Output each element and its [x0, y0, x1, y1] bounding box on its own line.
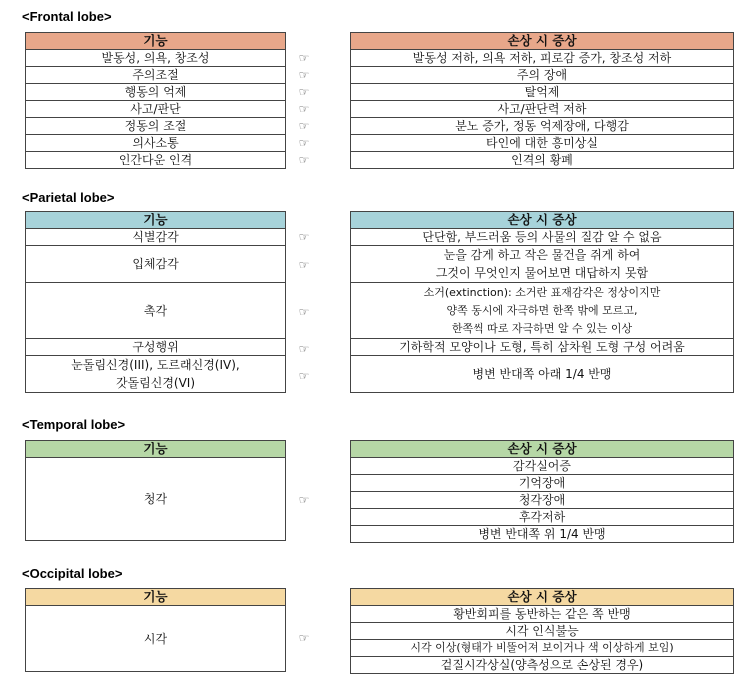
- temporal-function-cell: 청각: [26, 458, 286, 541]
- occipital-symptom-cell: 시각 이상(형태가 비뚤어져 보이거나 색 이상하게 보임): [351, 640, 734, 657]
- parietal-function-table: [25, 211, 286, 393]
- pointing-hand-icon: ☞: [298, 85, 310, 99]
- frontal-function-cell: 사고/판단: [26, 101, 286, 118]
- parietal-function-cell: [26, 356, 286, 393]
- pointing-hand-icon: ☞: [298, 258, 310, 272]
- pointing-hand-icon: ☞: [298, 51, 310, 65]
- pointing-hand-icon: ☞: [298, 119, 310, 133]
- frontal-lobe-title: <Frontal lobe>: [22, 9, 112, 24]
- parietal-symptom-header: 손상 시 증상: [351, 212, 734, 229]
- temporal-symptom-table: [350, 440, 734, 543]
- parietal-symptom-cell: [351, 246, 734, 283]
- occipital-function-table: [25, 588, 286, 672]
- pointing-hand-icon: ☞: [298, 68, 310, 82]
- frontal-symptom-cell: 인격의 황폐: [351, 152, 734, 169]
- parietal-lobe-title: <Parietal lobe>: [22, 190, 115, 205]
- temporal-symptom-header: 손상 시 증상: [351, 441, 734, 458]
- parietal-symptom-cell: 병변 반대쪽 아래 1/4 반맹: [351, 356, 734, 393]
- temporal-symptom-cell: 기억장애: [351, 475, 734, 492]
- parietal-function-header: 기능: [26, 212, 286, 229]
- occipital-symptom-cell: 시각 인식불능: [351, 623, 734, 640]
- frontal-symptom-cell: 발동성 저하, 의욕 저하, 피로감 증가, 창조성 저하: [351, 50, 734, 67]
- parietal-symptom-line: 소거(extinction): 소거란 표재감각은 정상이지만: [423, 285, 661, 299]
- frontal-function-header: 기능: [26, 33, 286, 50]
- frontal-symptom-cell: 타인에 대한 흥미상실: [351, 135, 734, 152]
- temporal-function-table: [25, 440, 286, 541]
- parietal-function-cell: 식별감각: [26, 229, 286, 246]
- pointing-hand-icon: ☞: [298, 493, 310, 507]
- occipital-symptom-header: 손상 시 증상: [351, 589, 734, 606]
- parietal-function-line: 갓돌림신경(VI): [115, 376, 196, 390]
- occipital-symptom-table: [350, 588, 734, 674]
- frontal-function-cell: 의사소통: [26, 135, 286, 152]
- frontal-function-cell: 발동성, 의욕, 창조성: [26, 50, 286, 67]
- parietal-function-cell: 구성행위: [26, 339, 286, 356]
- frontal-function-cell: 주의조절: [26, 67, 286, 84]
- pointing-hand-icon: ☞: [298, 631, 310, 645]
- occipital-function-header: 기능: [26, 589, 286, 606]
- occipital-symptom-cell: 황반회피를 동반하는 같은 쪽 반맹: [351, 606, 734, 623]
- frontal-symptom-table: [350, 32, 734, 169]
- temporal-symptom-cell: 후각저하: [351, 509, 734, 526]
- frontal-symptom-cell: 사고/판단력 저하: [351, 101, 734, 118]
- parietal-symptom-line: 그것이 무엇인지 물어보면 대답하지 못함: [435, 266, 649, 280]
- pointing-hand-icon: ☞: [298, 136, 310, 150]
- pointing-hand-icon: ☞: [298, 342, 310, 356]
- pointing-hand-icon: ☞: [298, 153, 310, 167]
- parietal-symptom-cell: [351, 283, 734, 339]
- parietal-symptom-cell: 기하학적 모양이나 도형, 특히 삼차원 도형 구성 어려움: [351, 339, 734, 356]
- occipital-function-cell: 시각: [26, 606, 286, 672]
- pointing-hand-icon: ☞: [298, 305, 310, 319]
- temporal-lobe-title: <Temporal lobe>: [22, 417, 126, 432]
- occipital-symptom-cell: 겉질시각상실(양측성으로 손상된 경우): [351, 657, 734, 674]
- occipital-lobe-title: <Occipital lobe>: [22, 566, 123, 581]
- temporal-symptom-cell: 감각실어증: [351, 458, 734, 475]
- parietal-symptom-line: 눈을 감게 하고 작은 물건을 쥐게 하여: [443, 248, 641, 262]
- frontal-symptom-cell: 탈억제: [351, 84, 734, 101]
- temporal-symptom-cell: 청각장애: [351, 492, 734, 509]
- pointing-hand-icon: ☞: [298, 102, 310, 116]
- pointing-hand-icon: ☞: [298, 369, 310, 383]
- parietal-symptom-line: 한쪽씩 따로 자극하면 알 수 있는 이상: [451, 321, 633, 335]
- pointing-hand-icon: ☞: [298, 230, 310, 244]
- temporal-function-header: 기능: [26, 441, 286, 458]
- frontal-function-cell: 정동의 조절: [26, 118, 286, 135]
- parietal-function-cell: 촉각: [26, 283, 286, 339]
- frontal-function-table: [25, 32, 286, 169]
- parietal-symptom-line: 양쪽 동시에 자극하면 한쪽 밖에 모르고,: [446, 303, 638, 317]
- frontal-symptom-cell: 분노 증가, 정동 억제장애, 다행감: [351, 118, 734, 135]
- parietal-symptom-table: [350, 211, 734, 393]
- temporal-symptom-cell: 병변 반대쪽 위 1/4 반맹: [351, 526, 734, 543]
- frontal-function-cell: 인간다운 인격: [26, 152, 286, 169]
- frontal-symptom-header: 손상 시 증상: [351, 33, 734, 50]
- parietal-function-cell: 입체감각: [26, 246, 286, 283]
- frontal-function-cell: 행동의 억제: [26, 84, 286, 101]
- frontal-symptom-cell: 주의 장애: [351, 67, 734, 84]
- parietal-function-line: 눈돌림신경(III), 도르래신경(IV),: [71, 358, 240, 372]
- parietal-symptom-cell: 단단함, 부드러움 등의 사물의 질감 알 수 없음: [351, 229, 734, 246]
